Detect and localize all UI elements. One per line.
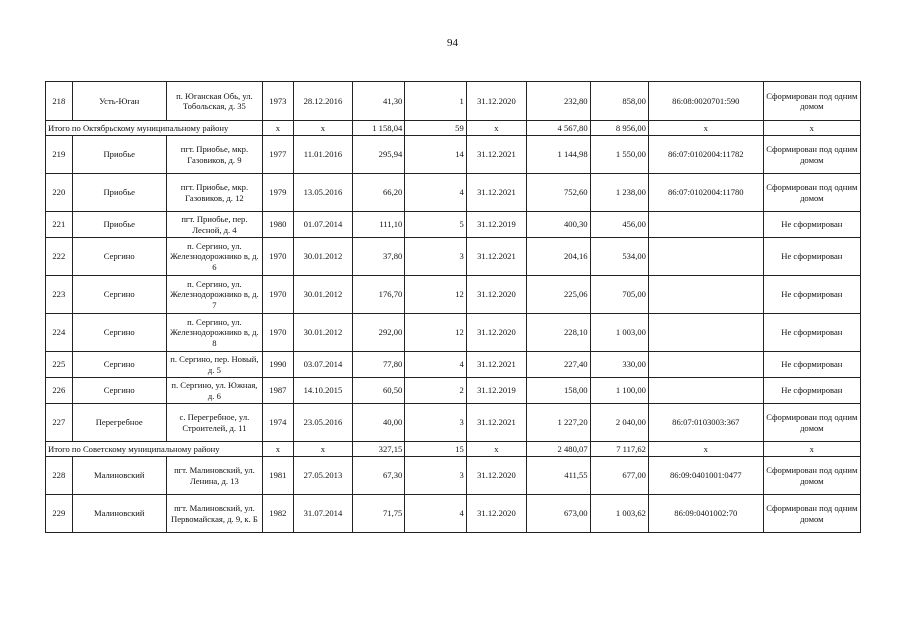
deadline-cell: 31.12.2019 bbox=[466, 378, 526, 404]
cadastral-number-cell bbox=[648, 352, 763, 378]
table-row bbox=[46, 82, 861, 121]
row-number-cell: 220 bbox=[46, 174, 73, 212]
date-cell: 14.10.2015 bbox=[293, 378, 352, 404]
cost-b-cell: 1 238,00 bbox=[590, 174, 648, 212]
settlement-cell: Малиновский bbox=[72, 457, 166, 495]
area-cell: 67,30 bbox=[353, 457, 405, 495]
area-cell: 176,70 bbox=[353, 276, 405, 314]
row-number-cell: 228 bbox=[46, 457, 73, 495]
cost-b-cell: 534,00 bbox=[590, 238, 648, 276]
build-year-cell: x bbox=[263, 442, 294, 457]
status-cell: Сформирован под одним домом bbox=[763, 82, 860, 121]
page-number: 94 bbox=[447, 37, 458, 49]
deadline-cell: 31.12.2021 bbox=[466, 238, 526, 276]
cost-a-cell: 411,55 bbox=[527, 457, 590, 495]
area-cell: 292,00 bbox=[353, 314, 405, 352]
date-cell: 23.05.2016 bbox=[293, 404, 352, 442]
deadline-cell: 31.12.2020 bbox=[466, 82, 526, 121]
build-year-cell: 1982 bbox=[263, 495, 294, 533]
cost-a-cell: 673,00 bbox=[527, 495, 590, 533]
date-cell: 01.07.2014 bbox=[293, 212, 352, 238]
row-number-cell: 222 bbox=[46, 238, 73, 276]
build-year-cell: 1980 bbox=[263, 212, 294, 238]
status-cell: Сформирован под одним домом bbox=[763, 174, 860, 212]
cost-b-cell: 1 003,62 bbox=[590, 495, 648, 533]
address-cell: п. Юганская Обь, ул. Тобольская, д. 35 bbox=[166, 82, 262, 121]
settlement-cell: Сергино bbox=[72, 314, 166, 352]
address-cell: п. Сергино, ул. Южная, д. 6 bbox=[166, 378, 262, 404]
residents-cell: 5 bbox=[405, 212, 466, 238]
area-cell: 295,94 bbox=[353, 136, 405, 174]
row-number-cell: 227 bbox=[46, 404, 73, 442]
cost-b-cell: 7 117,62 bbox=[590, 442, 648, 457]
row-number-cell: 224 bbox=[46, 314, 73, 352]
date-cell: 13.05.2016 bbox=[293, 174, 352, 212]
build-year-cell: 1973 bbox=[263, 82, 294, 121]
residents-cell: 15 bbox=[405, 442, 466, 457]
date-cell: 28.12.2016 bbox=[293, 82, 352, 121]
residents-cell: 14 bbox=[405, 136, 466, 174]
date-cell: 30.01.2012 bbox=[293, 276, 352, 314]
table-row bbox=[46, 276, 861, 314]
date-cell: 31.07.2014 bbox=[293, 495, 352, 533]
table-row bbox=[46, 212, 861, 238]
residents-cell: 59 bbox=[405, 121, 466, 136]
table-row bbox=[46, 136, 861, 174]
cost-a-cell: 1 144,98 bbox=[527, 136, 590, 174]
address-cell: с. Перегребное, ул. Строителей, д. 11 bbox=[166, 404, 262, 442]
area-cell: 60,50 bbox=[353, 378, 405, 404]
build-year-cell: 1977 bbox=[263, 136, 294, 174]
date-cell: 27.05.2013 bbox=[293, 457, 352, 495]
settlement-cell: Приобье bbox=[72, 136, 166, 174]
address-cell: п. Сергино, ул. Железнодорожнико в, д. 7 bbox=[166, 276, 262, 314]
row-number-cell: 221 bbox=[46, 212, 73, 238]
table-row bbox=[46, 457, 861, 495]
status-cell: Сформирован под одним домом bbox=[763, 136, 860, 174]
settlement-cell: Перегребное bbox=[72, 404, 166, 442]
table-row bbox=[46, 238, 861, 276]
residents-cell: 4 bbox=[405, 495, 466, 533]
area-cell: 40,00 bbox=[353, 404, 405, 442]
total-label-cell: Итого по Советскому муниципальному району bbox=[46, 442, 263, 457]
cost-a-cell: 752,60 bbox=[527, 174, 590, 212]
area-cell: 1 158,04 bbox=[353, 121, 405, 136]
deadline-cell: 31.12.2020 bbox=[466, 314, 526, 352]
cost-a-cell: 228,10 bbox=[527, 314, 590, 352]
row-number-cell: 226 bbox=[46, 378, 73, 404]
total-row bbox=[46, 121, 861, 136]
settlement-cell: Усть-Юган bbox=[72, 82, 166, 121]
status-cell: Не сформирован bbox=[763, 212, 860, 238]
date-cell: 30.01.2012 bbox=[293, 238, 352, 276]
cadastral-number-cell: x bbox=[648, 442, 763, 457]
cost-a-cell: 204,16 bbox=[527, 238, 590, 276]
address-cell: пгт. Приобье, пер. Лесной, д. 4 bbox=[166, 212, 262, 238]
cadastral-number-cell bbox=[648, 378, 763, 404]
cost-b-cell: 677,00 bbox=[590, 457, 648, 495]
build-year-cell: x bbox=[263, 121, 294, 136]
residents-cell: 12 bbox=[405, 276, 466, 314]
cadastral-number-cell: 86:07:0102004:11780 bbox=[648, 174, 763, 212]
housing-register-table bbox=[45, 81, 861, 533]
status-cell: x bbox=[763, 121, 860, 136]
total-row bbox=[46, 442, 861, 457]
cadastral-number-cell: 86:07:0102004:11782 bbox=[648, 136, 763, 174]
build-year-cell: 1970 bbox=[263, 276, 294, 314]
residents-cell: 3 bbox=[405, 457, 466, 495]
address-cell: пгт. Приобье, мкр. Газовиков, д. 12 bbox=[166, 174, 262, 212]
status-cell: x bbox=[763, 442, 860, 457]
settlement-cell: Приобье bbox=[72, 212, 166, 238]
area-cell: 77,80 bbox=[353, 352, 405, 378]
status-cell: Не сформирован bbox=[763, 276, 860, 314]
area-cell: 327,15 bbox=[353, 442, 405, 457]
cadastral-number-cell bbox=[648, 276, 763, 314]
area-cell: 111,10 bbox=[353, 212, 405, 238]
deadline-cell: x bbox=[466, 121, 526, 136]
status-cell: Сформирован под одним домом bbox=[763, 495, 860, 533]
row-number-cell: 223 bbox=[46, 276, 73, 314]
cadastral-number-cell: 86:07:0103003:367 bbox=[648, 404, 763, 442]
table-row bbox=[46, 378, 861, 404]
cost-b-cell: 8 956,00 bbox=[590, 121, 648, 136]
settlement-cell: Сергино bbox=[72, 352, 166, 378]
cost-a-cell: 400,30 bbox=[527, 212, 590, 238]
cost-b-cell: 858,00 bbox=[590, 82, 648, 121]
row-number-cell: 225 bbox=[46, 352, 73, 378]
table-row bbox=[46, 495, 861, 533]
status-cell: Не сформирован bbox=[763, 238, 860, 276]
address-cell: п. Сергино, ул. Железнодорожнико в, д. 6 bbox=[166, 238, 262, 276]
cost-b-cell: 705,00 bbox=[590, 276, 648, 314]
build-year-cell: 1979 bbox=[263, 174, 294, 212]
status-cell: Не сформирован bbox=[763, 314, 860, 352]
settlement-cell: Сергино bbox=[72, 238, 166, 276]
address-cell: пгт. Малиновский, ул. Ленина, д. 13 bbox=[166, 457, 262, 495]
total-label-cell: Итого по Октябрьскому муниципальному району bbox=[46, 121, 263, 136]
status-cell: Сформирован под одним домом bbox=[763, 457, 860, 495]
cost-b-cell: 456,00 bbox=[590, 212, 648, 238]
area-cell: 41,30 bbox=[353, 82, 405, 121]
cadastral-number-cell bbox=[648, 238, 763, 276]
cost-b-cell: 330,00 bbox=[590, 352, 648, 378]
deadline-cell: 31.12.2019 bbox=[466, 212, 526, 238]
table-row bbox=[46, 352, 861, 378]
deadline-cell: 31.12.2020 bbox=[466, 495, 526, 533]
settlement-cell: Сергино bbox=[72, 378, 166, 404]
residents-cell: 4 bbox=[405, 174, 466, 212]
cadastral-number-cell: x bbox=[648, 121, 763, 136]
status-cell: Не сформирован bbox=[763, 352, 860, 378]
table-row bbox=[46, 314, 861, 352]
status-cell: Сформирован под одним домом bbox=[763, 404, 860, 442]
cost-a-cell: 4 567,80 bbox=[527, 121, 590, 136]
date-cell: 11.01.2016 bbox=[293, 136, 352, 174]
date-cell: 03.07.2014 bbox=[293, 352, 352, 378]
settlement-cell: Малиновский bbox=[72, 495, 166, 533]
cadastral-number-cell: 86:09:0401001:0477 bbox=[648, 457, 763, 495]
build-year-cell: 1981 bbox=[263, 457, 294, 495]
deadline-cell: x bbox=[466, 442, 526, 457]
address-cell: пгт. Малиновский, ул. Первомайская, д. 9, к. Б bbox=[166, 495, 262, 533]
area-cell: 71,75 bbox=[353, 495, 405, 533]
residents-cell: 1 bbox=[405, 82, 466, 121]
build-year-cell: 1970 bbox=[263, 238, 294, 276]
deadline-cell: 31.12.2021 bbox=[466, 136, 526, 174]
row-number-cell: 219 bbox=[46, 136, 73, 174]
deadline-cell: 31.12.2020 bbox=[466, 276, 526, 314]
cadastral-number-cell bbox=[648, 212, 763, 238]
cost-b-cell: 1 550,00 bbox=[590, 136, 648, 174]
cost-a-cell: 227,40 bbox=[527, 352, 590, 378]
cost-a-cell: 1 227,20 bbox=[527, 404, 590, 442]
cadastral-number-cell: 86:09:0401002:70 bbox=[648, 495, 763, 533]
settlement-cell: Приобье bbox=[72, 174, 166, 212]
deadline-cell: 31.12.2021 bbox=[466, 404, 526, 442]
cost-b-cell: 2 040,00 bbox=[590, 404, 648, 442]
cost-b-cell: 1 100,00 bbox=[590, 378, 648, 404]
cost-b-cell: 1 003,00 bbox=[590, 314, 648, 352]
date-cell: x bbox=[293, 442, 352, 457]
build-year-cell: 1974 bbox=[263, 404, 294, 442]
table-row bbox=[46, 174, 861, 212]
date-cell: 30.01.2012 bbox=[293, 314, 352, 352]
date-cell: x bbox=[293, 121, 352, 136]
address-cell: п. Сергино, ул. Железнодорожнико в, д. 8 bbox=[166, 314, 262, 352]
table-row bbox=[46, 404, 861, 442]
build-year-cell: 1970 bbox=[263, 314, 294, 352]
deadline-cell: 31.12.2021 bbox=[466, 174, 526, 212]
residents-cell: 3 bbox=[405, 238, 466, 276]
row-number-cell: 229 bbox=[46, 495, 73, 533]
row-number-cell: 218 bbox=[46, 82, 73, 121]
cadastral-number-cell bbox=[648, 314, 763, 352]
residents-cell: 2 bbox=[405, 378, 466, 404]
cost-a-cell: 2 480,07 bbox=[527, 442, 590, 457]
address-cell: пгт. Приобье, мкр. Газовиков, д. 9 bbox=[166, 136, 262, 174]
area-cell: 66,20 bbox=[353, 174, 405, 212]
build-year-cell: 1990 bbox=[263, 352, 294, 378]
residents-cell: 3 bbox=[405, 404, 466, 442]
cost-a-cell: 232,80 bbox=[527, 82, 590, 121]
cost-a-cell: 225,06 bbox=[527, 276, 590, 314]
residents-cell: 12 bbox=[405, 314, 466, 352]
build-year-cell: 1987 bbox=[263, 378, 294, 404]
residents-cell: 4 bbox=[405, 352, 466, 378]
deadline-cell: 31.12.2020 bbox=[466, 457, 526, 495]
status-cell: Не сформирован bbox=[763, 378, 860, 404]
address-cell: п. Сергино, пер. Новый, д. 5 bbox=[166, 352, 262, 378]
cadastral-number-cell: 86:08:0020701:590 bbox=[648, 82, 763, 121]
deadline-cell: 31.12.2021 bbox=[466, 352, 526, 378]
area-cell: 37,80 bbox=[353, 238, 405, 276]
cost-a-cell: 158,00 bbox=[527, 378, 590, 404]
settlement-cell: Сергино bbox=[72, 276, 166, 314]
